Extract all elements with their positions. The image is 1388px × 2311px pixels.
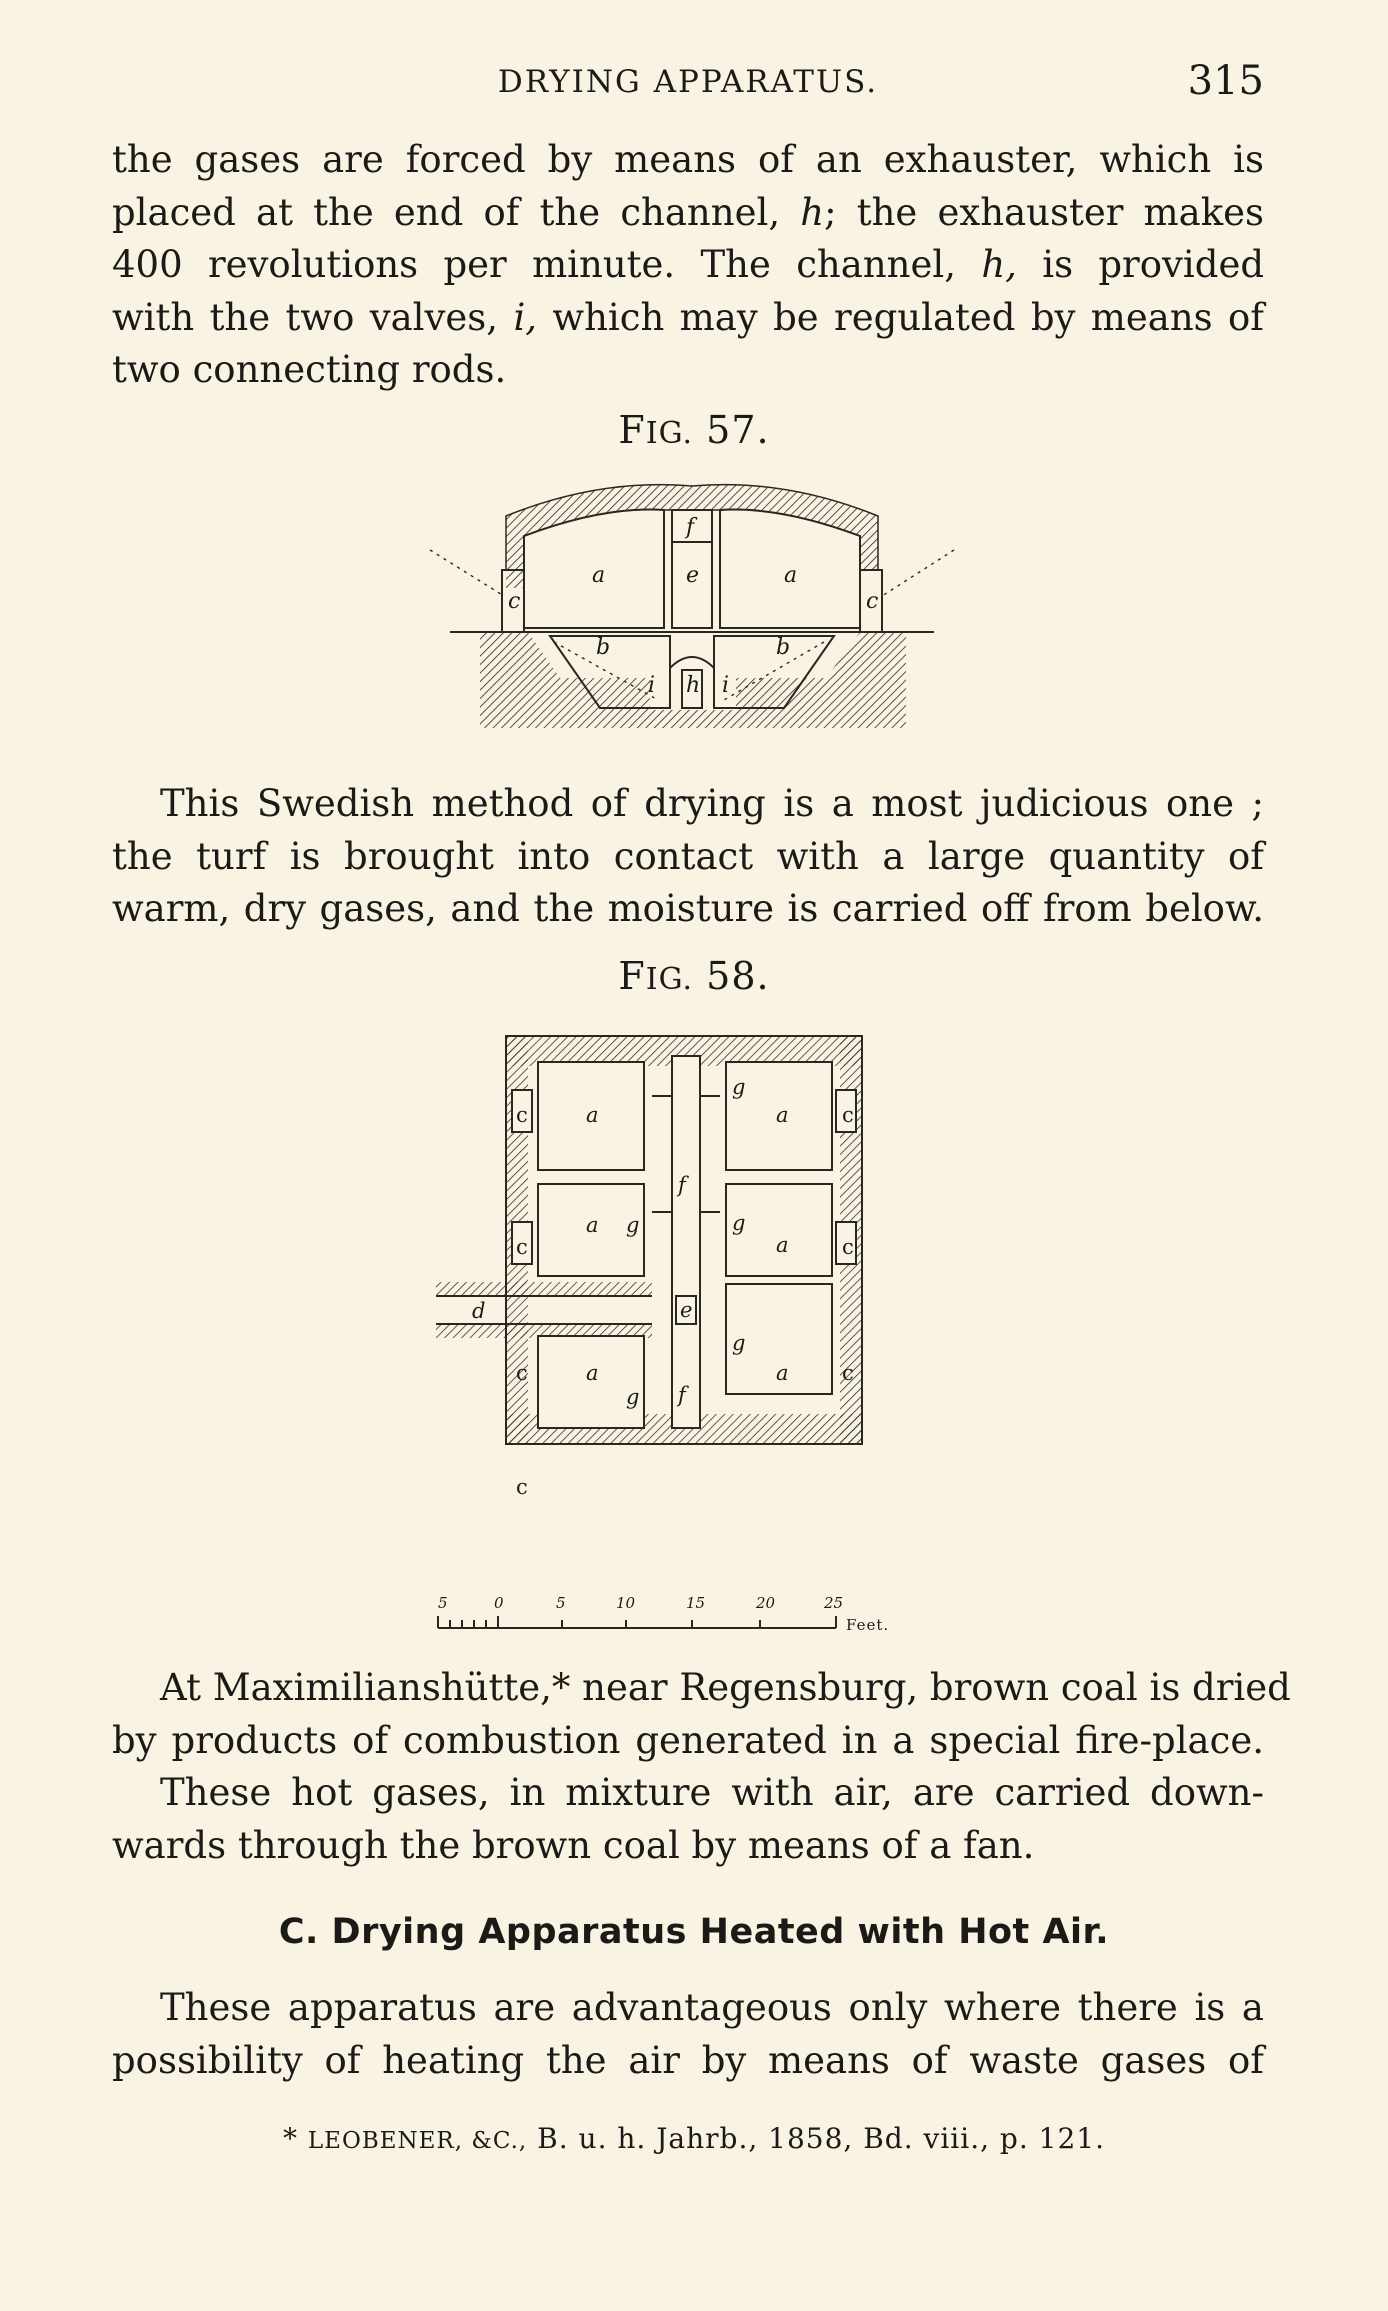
text-line: placed at the end of the channel, h; the exhauster makes — [112, 190, 1265, 234]
figure-58-plan — [436, 1032, 916, 1499]
fig57-label-c-left: c — [508, 589, 521, 614]
paragraph-swedish-method — [112, 778, 1264, 936]
fig58-central-flue — [672, 1056, 700, 1428]
fig58-label-a: a — [776, 1361, 789, 1385]
running-head: DRYING APPARATUS. — [497, 64, 879, 100]
scale-tick-label: 10 — [616, 1594, 636, 1612]
footnote-marker: * — [283, 2122, 298, 2155]
fig57-label-i-right: i — [722, 673, 730, 698]
footnote — [0, 2122, 1388, 2155]
section-heading: C. Drying Apparatus Heated with Hot Air. — [278, 1912, 1110, 1952]
fig57-label-h: h — [686, 673, 701, 698]
fig58-label-e: e — [680, 1298, 693, 1322]
fig58-label-a: a — [776, 1103, 789, 1127]
fig58-label-c: c — [842, 1361, 854, 1385]
scale-rule — [438, 1616, 836, 1628]
fig57-label-i-left: i — [648, 673, 656, 698]
fig58-label-c: c — [516, 1475, 528, 1499]
fig58-label-a: a — [586, 1213, 599, 1237]
fig57-label-e: e — [686, 563, 700, 588]
scale-tick-label: 0 — [494, 1594, 504, 1612]
fig57-label-a-right: a — [784, 563, 798, 588]
page-header — [112, 58, 1264, 108]
fig58-label-a: a — [776, 1233, 789, 1257]
text-line: These apparatus are advantageous only where there is a — [160, 1986, 1264, 2029]
fig58-label-g: g — [732, 1075, 746, 1099]
text-line: with the two valves, i, which may be regulated by means of — [112, 295, 1264, 339]
fig58-label-a: a — [586, 1361, 599, 1385]
figure-58-scale-bar — [436, 1594, 916, 1654]
text-line: by products of combustion generated in a special fire-place. — [112, 1718, 1264, 1762]
fig58-label-g: g — [732, 1211, 746, 1235]
text-line: 400 revolutions per minute. The channel, h, is provided — [112, 243, 1265, 286]
fig58-label-d: d — [472, 1299, 486, 1323]
fig57-label-b-right: b — [776, 635, 791, 660]
paragraph-hot-air — [112, 1982, 1264, 2087]
fig57-label-a-left: a — [592, 563, 606, 588]
text-line: the turf is brought into contact with a large quantity of — [112, 834, 1264, 878]
fig58-label-g: g — [626, 1213, 640, 1237]
fig58-label-c: c — [842, 1103, 854, 1127]
text-line: two connecting rods. — [112, 348, 507, 391]
text-line: This Swedish method of drying is a most judicious one ; — [160, 782, 1264, 825]
paragraph-maximilianshutte — [112, 1662, 1291, 1872]
figure-58-caption: FIG. 58. — [618, 954, 770, 998]
scale-tick-label: 5 — [556, 1594, 566, 1612]
fig58-label-c: c — [516, 1361, 528, 1385]
scale-tick-label: 20 — [756, 1594, 776, 1612]
fig57-label-f: f — [686, 515, 695, 540]
fig58-label-g: g — [732, 1331, 746, 1355]
text-line: These hot gases, in mixture with air, are carried down- — [160, 1771, 1264, 1814]
fig58-label-a: a — [586, 1103, 599, 1127]
scale-tick-label: 15 — [686, 1594, 706, 1612]
figure-57-caption: FIG. 57. — [618, 408, 770, 452]
text-line: the gases are forced by means of an exhauster, which is — [112, 138, 1264, 181]
scale-tick-label: 5 — [438, 1594, 448, 1612]
fig58-label-f: f — [678, 1383, 686, 1407]
fig57-label-c-right: c — [866, 589, 879, 614]
scale-tick-label: 25 — [824, 1594, 844, 1612]
footnote-citation: B. u. h. Jahrb., 1858, Bd. viii., p. 121. — [537, 2122, 1105, 2155]
scale-tick-labels — [438, 1594, 843, 1612]
text-line: At Maximilianshütte,* near Regensburg, brown coal is dried — [160, 1666, 1291, 1709]
page-number: 315 — [1187, 58, 1264, 104]
fig58-label-c: c — [516, 1235, 528, 1259]
figure-57-diagram — [420, 478, 980, 748]
fig58-label-c: c — [842, 1235, 854, 1259]
fig58-label-g: g — [626, 1385, 640, 1409]
fig58-label-f: f — [678, 1173, 686, 1197]
text-line: warm, dry gases, and the moisture is carried off from below. — [112, 887, 1264, 930]
paragraph-exhauster — [112, 134, 1264, 397]
scale-unit-label: Feet. — [846, 1616, 890, 1634]
footnote-author: LEOBENER, &C., — [307, 2128, 528, 2154]
text-line: possibility of heating the air by means of waste gases of — [112, 2038, 1264, 2082]
fig58-label-c: c — [516, 1103, 528, 1127]
fig57-label-b-left: b — [596, 635, 611, 660]
text-line: wards through the brown coal by means of a fan. — [112, 1823, 1035, 1867]
